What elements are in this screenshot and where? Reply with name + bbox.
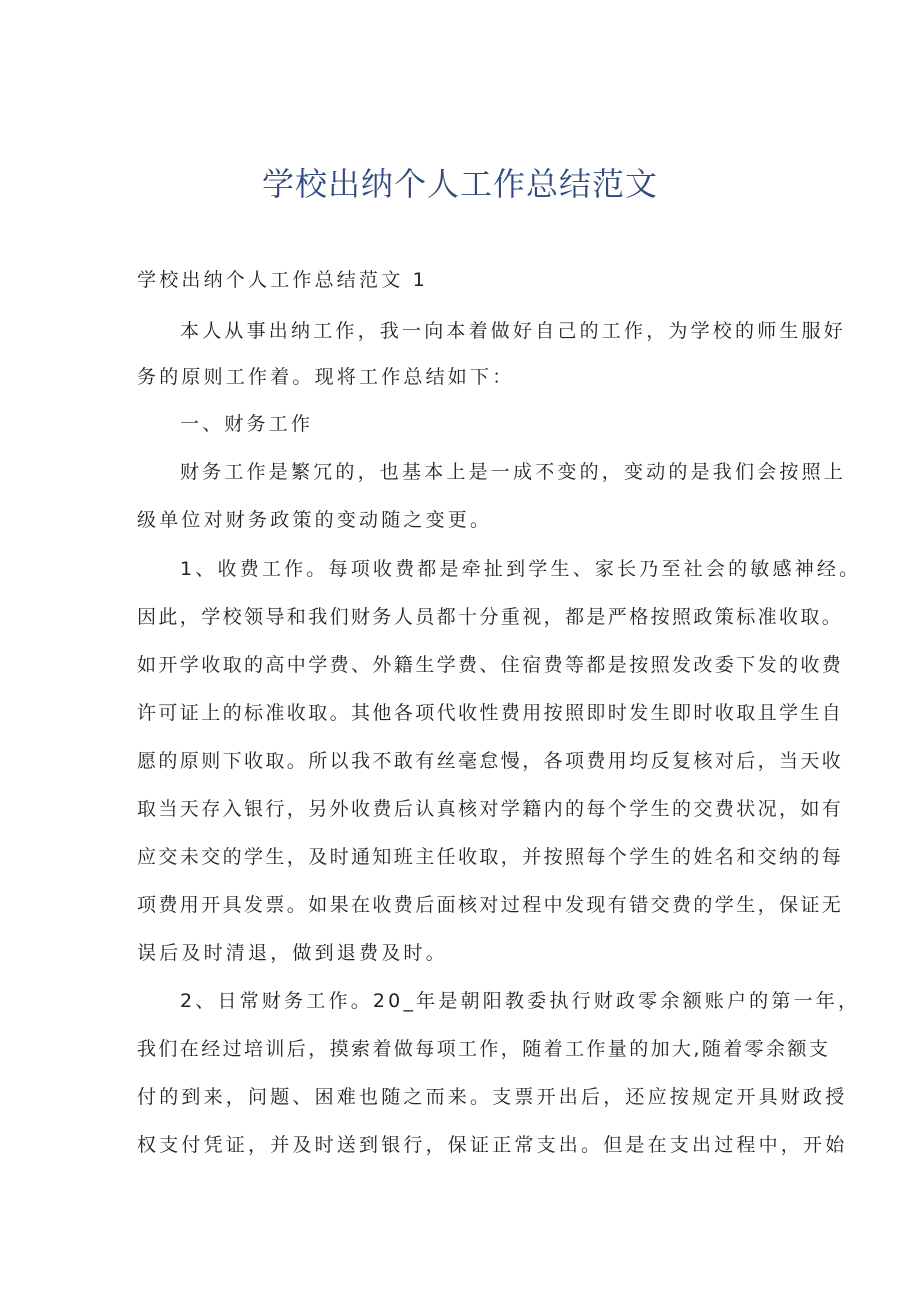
paragraph-line: 权支付凭证，并及时送到银行，保证正常支出。但是在支出过程中，开始: [137, 1134, 848, 1156]
paragraph-line: 愿的原则下收取。所以我不敢有丝毫怠慢，各项费用均反复核对后，当天收: [137, 750, 844, 772]
paragraph-line: 付的到来，问题、困难也随之而来。支票开出后，还应按规定开具财政授: [137, 1086, 848, 1108]
paragraph-line: 项费用开具发票。如果在收费后面核对过程中发现有错交费的学生，保证无: [137, 894, 844, 916]
paragraph-line: 应交未交的学生，及时通知班主任收取，并按照每个学生的姓名和交纳的每: [137, 846, 844, 868]
paragraph-line: 1、收费工作。每项收费都是牵扯到学生、家长乃至社会的敏感神经。: [180, 558, 862, 580]
paragraph-line: 许可证上的标准收取。其他各项代收性费用按照即时发生即时收取且学生自: [137, 702, 844, 724]
paragraph-line: 2、日常财务工作。20_年是朝阳教委执行财政零余额账户的第一年，: [180, 990, 861, 1012]
paragraph-line: 因此，学校领导和我们财务人员都十分重视，都是严格按照政策标准收取。: [137, 606, 844, 628]
paragraph-line: 本人从事出纳工作，我一向本着做好自己的工作，为学校的师生服好: [180, 320, 847, 342]
section-heading: 学校出纳个人工作总结范文 1: [137, 269, 428, 291]
paragraph-line: 我们在经过培训后，摸索着做每项工作，随着工作量的加大,随着零余额支: [137, 1038, 831, 1060]
paragraph-line: 如开学收取的高中学费、外籍生学费、住宿费等都是按照发改委下发的收费: [137, 654, 844, 676]
document-title: 学校出纳个人工作总结范文: [261, 165, 658, 203]
subsection-heading: 一、财务工作: [180, 413, 314, 435]
paragraph-line: 财务工作是繁冗的，也基本上是一成不变的，变动的是我们会按照上: [180, 461, 847, 483]
paragraph-line: 级单位对财务政策的变动随之变更。: [137, 509, 493, 531]
paragraph-line: 误后及时清退，做到退费及时。: [137, 942, 448, 964]
paragraph-line: 务的原则工作着。现将工作总结如下：: [137, 366, 515, 388]
paragraph-line: 取当天存入银行，另外收费后认真核对学籍内的每个学生的交费状况，如有: [137, 798, 844, 820]
